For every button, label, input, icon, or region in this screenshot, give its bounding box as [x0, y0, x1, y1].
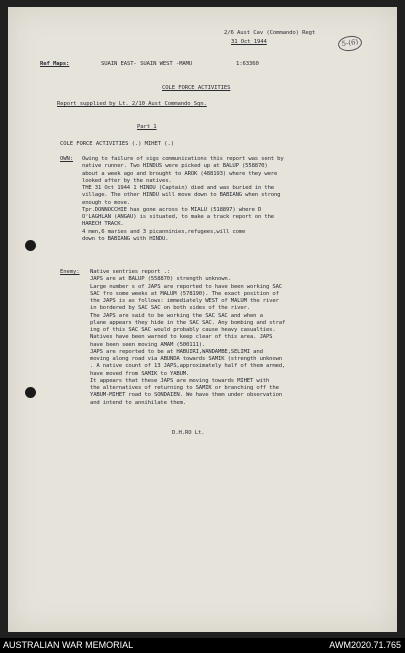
footer-accession-number: AWM2020.71.765: [329, 640, 401, 650]
own-line: Owing to failure of sigs communications this report was sent by: [82, 156, 284, 162]
own-line: THE 31 Oct 1944 1 HINDU (Captain) died and was buried in the: [82, 185, 274, 191]
own-label: OWN:: [60, 156, 74, 162]
own-line: down to BABIANG with HINDU.: [82, 235, 169, 242]
own-line: 4 men,6 maries and 3 picanninies,refugees,will come: [82, 228, 246, 235]
enemy-line: . A native count of 13 JAPS,approximately half of them armed,: [90, 363, 286, 370]
header-date: 31 Oct 1944: [231, 39, 267, 45]
ref-maps-scale: 1:63360: [236, 61, 259, 67]
enemy-line: in bordered by SAC SAC on both sides of the river.: [90, 305, 250, 312]
enemy-line: have moved from SAMIK to YABUM.: [90, 370, 190, 377]
enemy-paragraph: [90, 269, 285, 407]
ref-maps-label: Ref Maps:: [40, 61, 70, 67]
enemy-line: moving along road via ABUNDA towards SAMIK (strength unknown: [90, 356, 282, 362]
document-subtitle: Report supplied by Lt. 2/10 Aust Commando Sqn.: [57, 101, 207, 107]
handwritten-annotation: 5-(6): [337, 34, 363, 52]
enemy-line: It appears that these JAPS are moving towards MIHET with: [90, 377, 270, 384]
enemy-line: SAC fro some weeks at MALUM (578190). The exact position of: [90, 290, 279, 297]
header-unit: 2/6 Aust Cav (Commando) Regt: [224, 30, 316, 36]
enemy-line: The JAPS are said to be working the SAC SAC and when a: [90, 312, 263, 319]
signature: D.H.RO Lt.: [172, 430, 205, 436]
own-line: looked after by the natives.: [82, 177, 172, 184]
enemy-line: plane appears they hide in the SAC SAC. Any bombing and straf: [90, 319, 286, 326]
ref-maps-value: SUAIN EAST- SUAIN WEST -MAMU: [101, 61, 193, 67]
enemy-line: ing of this SAC SAC would probably cause heavy casualties.: [90, 327, 276, 333]
document-title: COLE FORCE ACTIVITIES: [162, 85, 231, 91]
footer-bar: [0, 638, 405, 653]
own-line: Tpr.DONNOCCHIE has gone across to MIALU (518897) where D: [82, 206, 262, 213]
own-paragraph: [82, 156, 284, 243]
enemy-line: Large number s of JAPS are reported to have been working SAC: [90, 283, 282, 290]
own-line: O'LAGHLAN (ANGAU) is situated, to make a track report on the: [82, 214, 274, 220]
enemy-line: Natives have been warned to keep clear of this area. JAPS: [90, 334, 273, 341]
enemy-line: the JAPS is as follows: immediately WEST of MALUM the river: [90, 298, 279, 304]
punch-hole-bottom: [25, 387, 36, 398]
enemy-line: YABUM-MIHET road to SONDAIEN. We have them under observation: [90, 392, 282, 399]
section-heading: COLE FORCE ACTIVITIES (.) MIHET (.): [60, 141, 174, 147]
enemy-line: JAPS are reported to be at HABUIRI,WANDAMBE,SELIMI and: [90, 348, 263, 355]
part-heading: Part 1: [137, 124, 157, 130]
own-line: about a week ago and brought to AROK (488193) where they were: [82, 170, 278, 177]
own-line: village. The other HINDU will move down to BABIANG when strong: [82, 192, 281, 199]
own-line: native runner. Two HINDUS were picked up at BALUP (558870): [82, 163, 268, 170]
enemy-label: Enemy:: [60, 269, 80, 275]
enemy-line: the alternatives of returning to SAMIK or branching off the: [90, 385, 279, 391]
enemy-line: and intend to annihilate them.: [90, 399, 186, 406]
enemy-line: Native sentries report .:: [90, 269, 170, 275]
own-line: HARECH TRACK.: [82, 221, 124, 228]
enemy-line: JAPS are at BALUP (558870) strength unknown.: [90, 276, 231, 283]
punch-hole-top: [25, 240, 36, 251]
footer-institution: AUSTRALIAN WAR MEMORIAL: [3, 640, 134, 650]
own-line: enough to move.: [82, 199, 130, 206]
enemy-line: have been seen moving AMAM (500111).: [90, 341, 206, 348]
